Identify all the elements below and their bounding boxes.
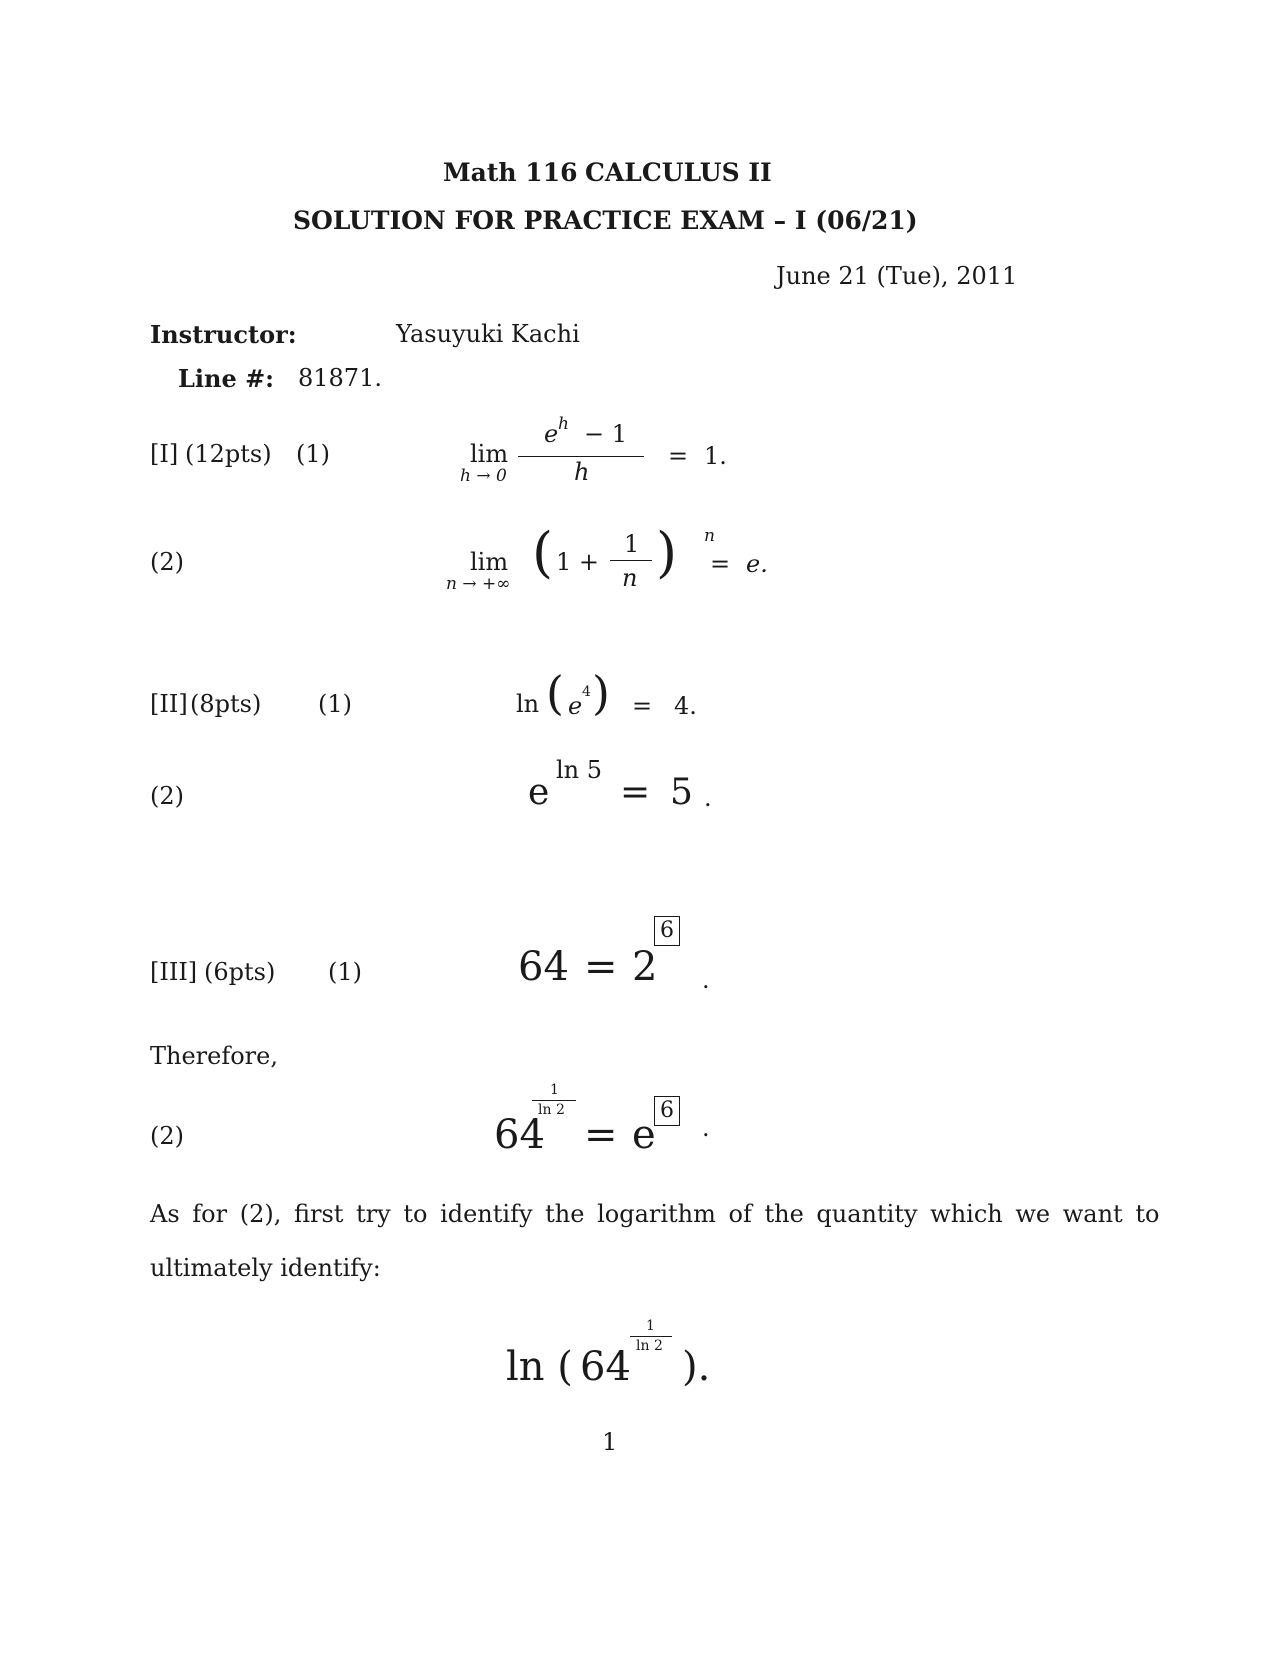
lhs: 64 bbox=[518, 944, 569, 990]
problem2-part2-num: (2) bbox=[150, 782, 184, 810]
therefore-text: Therefore, bbox=[150, 1042, 278, 1070]
problem1-part2-num: (2) bbox=[150, 548, 184, 576]
problem1-label: [I] bbox=[150, 440, 179, 468]
problem2-part1-num: (1) bbox=[318, 690, 352, 718]
equals-sign: = bbox=[710, 550, 731, 578]
exponent-fraction-bar bbox=[532, 1100, 576, 1101]
lim-operator: lim bbox=[470, 440, 509, 468]
result: 4. bbox=[674, 692, 697, 720]
instructor-name: Yasuyuki Kachi bbox=[396, 320, 580, 348]
ln-operator: ln bbox=[516, 690, 540, 718]
base: 64 bbox=[580, 1344, 631, 1390]
exponent-fraction-bar bbox=[630, 1336, 672, 1337]
equals-sign: = bbox=[668, 442, 689, 470]
problem3-part1-num: (1) bbox=[328, 958, 362, 986]
line-value: 81871. bbox=[298, 364, 382, 392]
problem2-label: [II] bbox=[150, 690, 188, 718]
equals-sign: = bbox=[584, 1112, 618, 1158]
base: e bbox=[528, 772, 550, 813]
problem3-label: [III] bbox=[150, 958, 198, 986]
period: . bbox=[702, 1114, 710, 1142]
problem3-points: (6pts) bbox=[204, 958, 276, 986]
exponent: n bbox=[704, 526, 715, 546]
lim-subscript: h → 0 bbox=[460, 466, 507, 486]
problem2-points: (8pts) bbox=[190, 690, 262, 718]
exponent-numerator: 1 bbox=[646, 1318, 655, 1334]
close-paren: ). bbox=[682, 1344, 711, 1390]
exponent-denominator: ln 2 bbox=[636, 1338, 663, 1354]
equals-sign: = bbox=[632, 692, 653, 720]
lhs: 64 bbox=[494, 1112, 545, 1158]
result: 5 bbox=[670, 772, 693, 813]
exam-date: June 21 (Tue), 2011 bbox=[776, 262, 1018, 290]
equals-sign: = bbox=[584, 944, 618, 990]
base: e bbox=[632, 1112, 656, 1158]
period: . bbox=[704, 784, 712, 812]
period: . bbox=[702, 966, 710, 994]
paragraph-line-2: ultimately identify: bbox=[150, 1254, 381, 1282]
problem3-part2-num: (2) bbox=[150, 1122, 184, 1150]
base: e bbox=[568, 692, 583, 720]
exponent-numerator: 1 bbox=[550, 1082, 559, 1098]
boxed-exponent: 6 bbox=[654, 916, 680, 946]
boxed-exponent: 6 bbox=[654, 1096, 680, 1126]
fraction-denominator: n bbox=[622, 564, 638, 592]
problem1-part1-num: (1) bbox=[296, 440, 330, 468]
equals-sign: = bbox=[620, 772, 651, 813]
exponent-denominator: ln 2 bbox=[538, 1102, 565, 1118]
left-paren: ( bbox=[532, 521, 554, 584]
paragraph-line-1: As for (2), first try to identify the logarithm of the quantity which we want to bbox=[150, 1200, 1160, 1228]
lim-operator: lim bbox=[470, 548, 509, 576]
one-plus: 1 + bbox=[556, 548, 600, 576]
base: 2 bbox=[632, 944, 658, 990]
fraction-numerator: 1 bbox=[624, 530, 640, 558]
numerator-rest: − 1 bbox=[584, 420, 628, 448]
page-number: 1 bbox=[602, 1428, 618, 1456]
fraction-bar bbox=[610, 560, 652, 561]
instructor-label: Instructor: bbox=[150, 320, 297, 349]
result: e. bbox=[746, 550, 768, 578]
problem1-points: (12pts) bbox=[185, 440, 272, 468]
ln-open: ln ( bbox=[506, 1344, 573, 1390]
numerator-base: e bbox=[544, 420, 559, 448]
course-name: CALCULUS II bbox=[585, 158, 772, 187]
line-label: Line #: bbox=[178, 364, 275, 393]
right-paren: ) bbox=[592, 666, 610, 720]
right-paren: ) bbox=[656, 521, 678, 584]
fraction-bar bbox=[518, 456, 644, 457]
left-paren: ( bbox=[546, 666, 564, 720]
numerator-exponent: h bbox=[558, 414, 569, 434]
exam-subtitle: SOLUTION FOR PRACTICE EXAM – I (06/21) bbox=[293, 206, 918, 235]
lim-subscript: n → +∞ bbox=[446, 574, 511, 594]
course-number: Math 116 bbox=[443, 158, 578, 187]
result: 1. bbox=[704, 442, 727, 470]
exponent: 4 bbox=[582, 684, 591, 700]
denominator: h bbox=[574, 458, 590, 486]
exponent: ln 5 bbox=[556, 756, 603, 784]
